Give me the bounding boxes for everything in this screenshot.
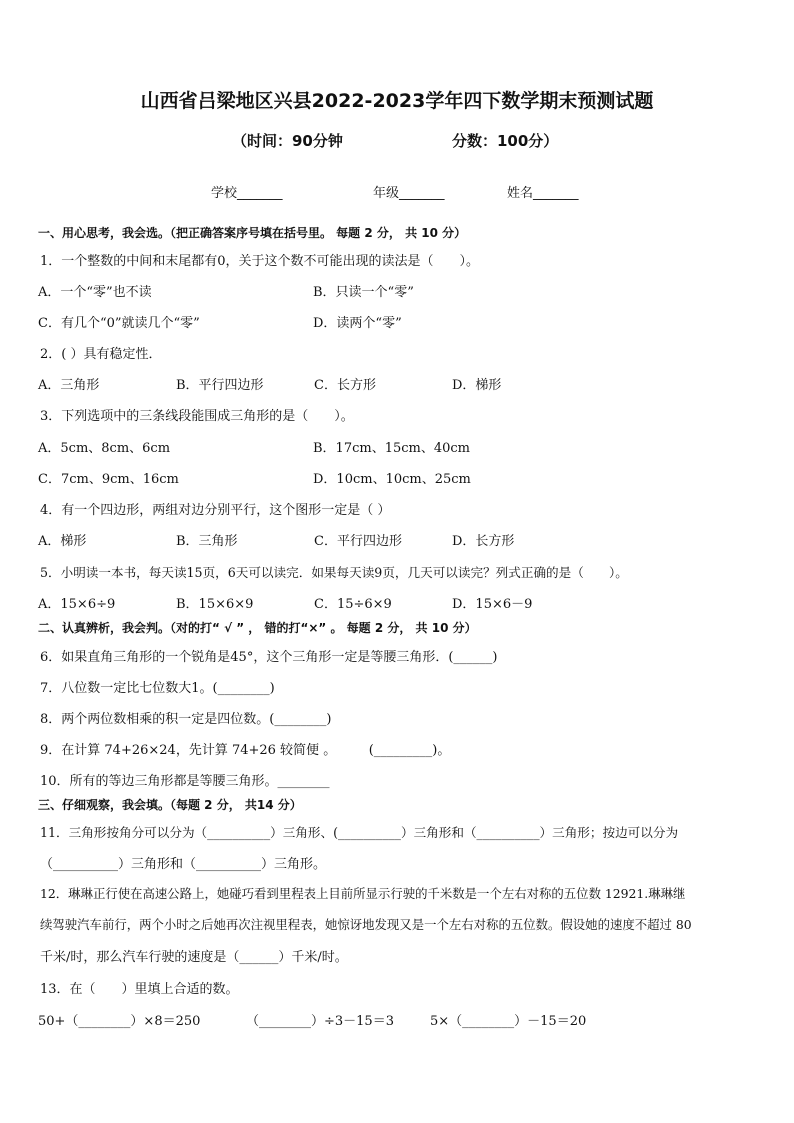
option-4c: C．平行四边形 bbox=[314, 534, 402, 549]
option-3d: D．10cm、10cm、25cm bbox=[313, 472, 471, 487]
question-9: 9．在计算 74+26×24，先计算 74+26 较简便 。 (_________)。 bbox=[40, 743, 451, 758]
question-13-eq1: 50+（________）×8＝250 bbox=[38, 1014, 201, 1029]
option-1b: B．只读一个“零” bbox=[313, 285, 414, 300]
question-12-line3: 千米/时，那么汽车行驶的速度是（______）千米/时。 bbox=[40, 950, 348, 965]
question-13: 13．在（ ）里填上合适的数。 bbox=[40, 982, 239, 997]
question-8: 8．两个两位数相乘的积一定是四位数。(________) bbox=[40, 712, 332, 727]
school-field: 学校_______ bbox=[211, 186, 283, 201]
total-score: 分数：100分） bbox=[452, 132, 559, 150]
option-5a: A．15×6÷9 bbox=[38, 597, 116, 612]
option-2c: C．长方形 bbox=[314, 378, 376, 393]
option-5c: C．15÷6×9 bbox=[314, 597, 392, 612]
question-12-line1: 12．琳琳正行使在高速公路上，她碰巧看到里程表上目前所显示行驶的千米数是一个左右对称的五位数 12921.琳琳继 bbox=[40, 886, 686, 901]
option-3c: C．7cm、9cm、16cm bbox=[38, 472, 179, 487]
option-4a: A．梯形 bbox=[38, 534, 87, 549]
section-heading-2: 二、认真辨析，我会判。（对的打“ √ ” ， 错的打“×” 。 每题 2 分， 共 10 分） bbox=[38, 621, 477, 635]
option-5b: B．15×6×9 bbox=[176, 597, 254, 612]
option-1c: C．有几个“0”就读几个“零” bbox=[38, 316, 200, 331]
option-2a: A．三角形 bbox=[38, 378, 100, 393]
option-4d: D．长方形 bbox=[452, 534, 515, 549]
question-11-line2: （__________）三角形和（__________）三角形。 bbox=[40, 857, 327, 872]
section-heading-1: 一、用心思考，我会选。（把正确答案序号填在括号里。 每题 2 分， 共 10 分） bbox=[38, 226, 467, 240]
question-13-eq3: 5×（________）－15＝20 bbox=[430, 1014, 587, 1029]
option-5d: D．15×6－9 bbox=[452, 597, 533, 612]
option-3a: A．5cm、8cm、6cm bbox=[38, 441, 171, 456]
question-10: 10．所有的等边三角形都是等腰三角形。________ bbox=[40, 774, 330, 789]
question-6: 6．如果直角三角形的一个锐角是45°，这个三角形一定是等腰三角形．(______) bbox=[40, 650, 498, 665]
question-1: 1．一个整数的中间和末尾都有0，关于这个数不可能出现的读法是（ ）。 bbox=[40, 254, 480, 269]
question-7: 7．八位数一定比七位数大1。(________) bbox=[40, 681, 275, 696]
grade-field: 年级_______ bbox=[373, 186, 445, 201]
option-1a: A．一个“零”也不读 bbox=[38, 285, 152, 300]
question-12-line2: 续驾驶汽车前行，两个小时之后她再次注视里程表，她惊讶地发现又是一个左右对称的五位数。假设她的速度不超过 80 bbox=[40, 917, 692, 932]
time-limit: （时间：90分钟 bbox=[232, 132, 343, 150]
question-2: 2．( ）具有稳定性． bbox=[40, 347, 162, 362]
question-4: 4．有一个四边形，两组对边分别平行，这个图形一定是（ ） bbox=[40, 503, 391, 518]
option-1d: D．读两个“零” bbox=[313, 316, 402, 331]
option-4b: B．三角形 bbox=[176, 534, 238, 549]
option-2b: B．平行四边形 bbox=[176, 378, 264, 393]
question-13-eq2: （________）÷3－15＝3 bbox=[246, 1014, 394, 1029]
option-3b: B．17cm、15cm、40cm bbox=[313, 441, 471, 456]
option-2d: D．梯形 bbox=[452, 378, 502, 393]
question-5: 5．小明读一本书，每天读15页，6天可以读完．如果每天读9页，几天可以读完？列式正确的是（ ）。 bbox=[40, 565, 628, 580]
question-11-line1: 11．三角形按角分可以分为（__________）三角形、(__________）三角形和（__________）三角形；按边可以分为 bbox=[40, 825, 679, 840]
name-field: 姓名_______ bbox=[507, 186, 579, 201]
question-3: 3．下列选项中的三条线段能围成三角形的是（ ）。 bbox=[40, 409, 354, 424]
page-title: 山西省吕梁地区兴县2022-2023学年四下数学期末预测试题 bbox=[140, 90, 654, 112]
section-heading-3: 三、仔细观察，我会填。（每题 2 分， 共14 分） bbox=[38, 798, 302, 812]
